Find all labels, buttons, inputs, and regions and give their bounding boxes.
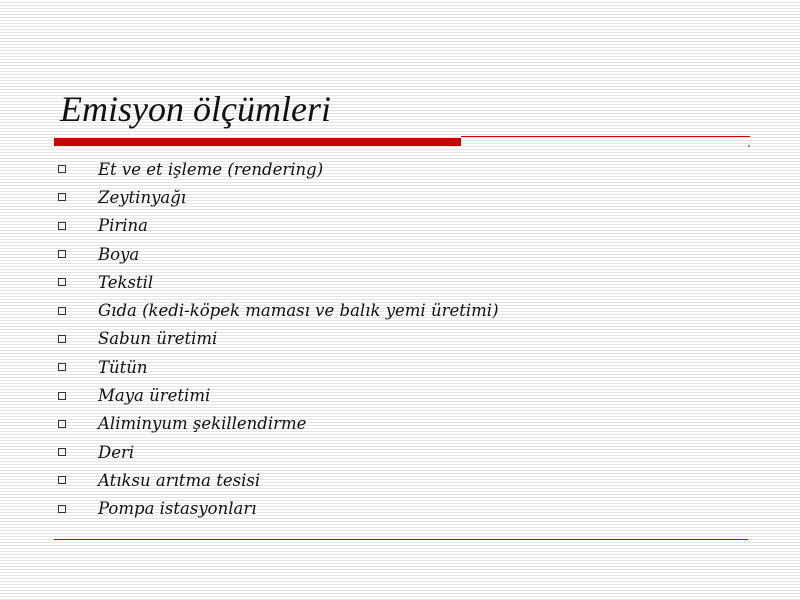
square-bullet-icon (58, 250, 66, 258)
list-item (58, 268, 499, 296)
list-item (58, 212, 499, 240)
list-item-text: Boya (98, 244, 140, 264)
square-bullet-icon (58, 363, 66, 371)
square-bullet-icon (58, 165, 66, 173)
square-bullet-icon (58, 278, 66, 286)
square-bullet-icon (58, 335, 66, 343)
square-bullet-icon (58, 420, 66, 428)
list-item-text: Et ve et işleme (rendering) (98, 159, 324, 179)
list-item-text: Zeytinyağı (98, 187, 187, 207)
square-bullet-icon (58, 193, 66, 201)
square-bullet-icon (58, 392, 66, 400)
list-item (58, 155, 499, 183)
title-underline-thin (461, 136, 750, 137)
slide-title: Emisyon ölçümleri (60, 89, 331, 129)
list-item-text: Aliminyum şekillendirme (98, 414, 307, 434)
list-item (58, 495, 499, 523)
list-item-text: Maya üretimi (98, 386, 211, 406)
list-item-text: Atıksu arıtma tesisi (98, 470, 261, 490)
square-bullet-icon (58, 307, 66, 315)
list-item (58, 466, 499, 494)
square-bullet-icon (58, 222, 66, 230)
list-item-text: Pirina (98, 216, 149, 236)
square-bullet-icon (58, 505, 66, 513)
list-item (58, 438, 499, 466)
title-underline-thick (54, 138, 461, 146)
list-item (58, 410, 499, 438)
list-item-text: Gıda (kedi-köpek maması ve balık yemi üretimi) (98, 301, 499, 321)
list-item (58, 183, 499, 211)
list-item (58, 353, 499, 381)
bullet-list (58, 155, 499, 523)
square-bullet-icon (58, 476, 66, 484)
list-item-text: Tekstil (98, 272, 154, 292)
footer-divider (54, 539, 748, 540)
square-bullet-icon (58, 448, 66, 456)
list-item (58, 296, 499, 324)
list-item (58, 381, 499, 409)
title-rule-dot (748, 145, 750, 147)
list-item-text: Pompa istasyonları (98, 499, 257, 519)
list-item-text: Tütün (98, 357, 148, 377)
list-item-text: Sabun üretimi (98, 329, 218, 349)
list-item (58, 325, 499, 353)
list-item (58, 240, 499, 268)
list-item-text: Deri (98, 442, 135, 462)
